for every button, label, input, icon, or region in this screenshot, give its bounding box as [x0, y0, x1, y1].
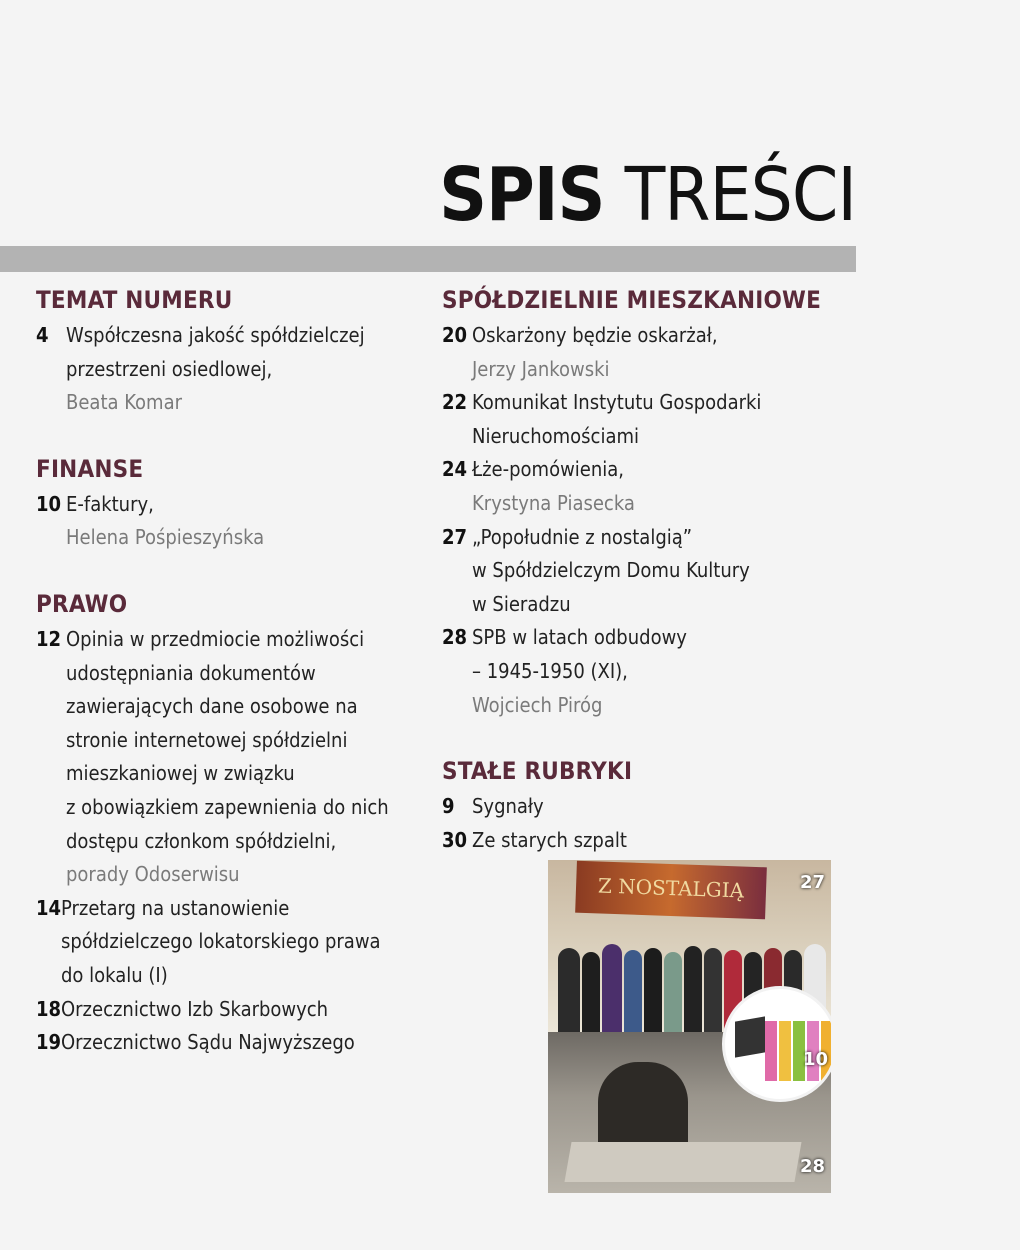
- title-bar: [0, 246, 856, 272]
- entry-text: Orzecznictwo Sądu Najwyższego: [61, 1030, 355, 1055]
- monitor-icon: [735, 1016, 765, 1057]
- entry-author: Krystyna Piasecka: [472, 490, 635, 515]
- entry-text: Łże-pomówienia,: [472, 457, 625, 482]
- page-ref-bottom: 28: [800, 1156, 826, 1177]
- page-title-light: TREŚCI: [624, 152, 856, 238]
- page-number: 10: [36, 491, 62, 516]
- toc-entry[interactable]: [36, 993, 416, 1027]
- entry-text: do lokalu (I): [61, 962, 168, 987]
- toc-entry[interactable]: [442, 521, 842, 622]
- entry-text: udostępniania dokumentów: [66, 660, 316, 685]
- toc-entry[interactable]: [442, 453, 842, 520]
- section-title: STAŁE RUBRYKI: [442, 757, 633, 786]
- page-number: 9: [442, 794, 455, 819]
- entry-text: z obowiązkiem zapewnienia do nich: [66, 794, 389, 819]
- page-number: 27: [442, 524, 468, 549]
- entry-author: Beata Komar: [66, 390, 182, 415]
- entry-text: – 1945-1950 (XI),: [472, 658, 628, 683]
- page-title: [439, 150, 856, 240]
- section-title: PRAWO: [36, 589, 128, 618]
- section-title: SPÓŁDZIELNIE MIESZKANIOWE: [442, 286, 822, 314]
- toc-entry[interactable]: [36, 488, 416, 555]
- page-number: 30: [442, 827, 468, 852]
- page-number: 24: [442, 457, 468, 482]
- desk: [564, 1142, 801, 1182]
- entry-text: przestrzeni osiedlowej,: [66, 356, 273, 381]
- page-number: 4: [36, 323, 49, 347]
- section-spoldzielnie-mieszkaniowe: [442, 285, 842, 722]
- section-title: FINANSE: [36, 454, 144, 483]
- page-number: 28: [442, 625, 468, 650]
- toc-entry[interactable]: [442, 621, 842, 722]
- entry-text: SPB w latach odbudowy: [472, 625, 687, 650]
- toc-column-right: [442, 285, 842, 891]
- entry-author: Helena Pośpieszyńska: [66, 525, 265, 550]
- entry-text: w Sieradzu: [472, 591, 571, 616]
- page-number: 20: [442, 323, 468, 347]
- page-number: 18: [36, 996, 62, 1021]
- page-ref-top: 27: [800, 872, 826, 893]
- section-prawo: [36, 589, 416, 1060]
- toc-entry[interactable]: [442, 319, 842, 386]
- page-number: 12: [36, 626, 62, 651]
- entry-text: Komunikat Instytutu Gospodarki: [472, 390, 762, 415]
- page-ref-circle: 10: [803, 1049, 829, 1070]
- entry-text: Sygnały: [472, 794, 544, 819]
- entry-text: Orzecznictwo Izb Skarbowych: [61, 996, 329, 1021]
- entry-text: E-faktury,: [66, 491, 154, 516]
- toc-entry[interactable]: [36, 1026, 416, 1060]
- entry-text: mieszkaniowej w związku: [66, 761, 295, 786]
- entry-text: Opinia w przedmiocie możliwości: [66, 626, 365, 651]
- entry-author: Jerzy Jankowski: [472, 356, 610, 381]
- section-finanse: [36, 454, 416, 555]
- binders-circle-photo: [722, 986, 831, 1102]
- entry-text: zawierających dane osobowe na: [66, 694, 358, 719]
- section-temat-numeru: [36, 285, 416, 420]
- section-stale-rubryki: [442, 756, 842, 857]
- toc-entry[interactable]: [36, 623, 416, 892]
- entry-text: Współczesna jakość spółdzielczej: [66, 323, 365, 347]
- toc-entry[interactable]: [442, 790, 842, 824]
- entry-text: Oskarżony będzie oskarżał,: [472, 323, 718, 347]
- entry-text: dostępu członkom spółdzielni,: [66, 828, 337, 853]
- toc-entry[interactable]: [442, 386, 842, 453]
- entry-text: Nieruchomościami: [472, 423, 639, 448]
- entry-text: Przetarg na ustanowienie: [61, 895, 290, 920]
- page-number: 22: [442, 390, 468, 415]
- photo-collage: [548, 860, 831, 1193]
- entry-text: „Popołudnie z nostalgią”: [472, 524, 693, 549]
- section-title: TEMAT NUMERU: [36, 286, 233, 314]
- entry-text: w Spółdzielczym Domu Kultury: [472, 558, 750, 583]
- entry-text: spółdzielczego lokatorskiego prawa: [61, 929, 381, 954]
- page-number: 14: [36, 895, 62, 920]
- page-title-bold: SPIS: [439, 152, 605, 238]
- entry-text: stronie internetowej spółdzielni: [66, 727, 348, 752]
- toc-entry[interactable]: [36, 892, 416, 993]
- nostalgia-banner: [575, 861, 767, 920]
- banner-text: Z NOSTALGIĄ: [597, 873, 745, 903]
- toc-entry[interactable]: [36, 319, 416, 420]
- entry-text: Ze starych szpalt: [472, 827, 627, 852]
- entry-author: Wojciech Piróg: [472, 692, 603, 717]
- entry-author: porady Odoserwisu: [66, 862, 240, 887]
- page-number: 19: [36, 1030, 62, 1055]
- toc-column-left: [36, 285, 416, 1094]
- toc-entry[interactable]: [442, 824, 842, 858]
